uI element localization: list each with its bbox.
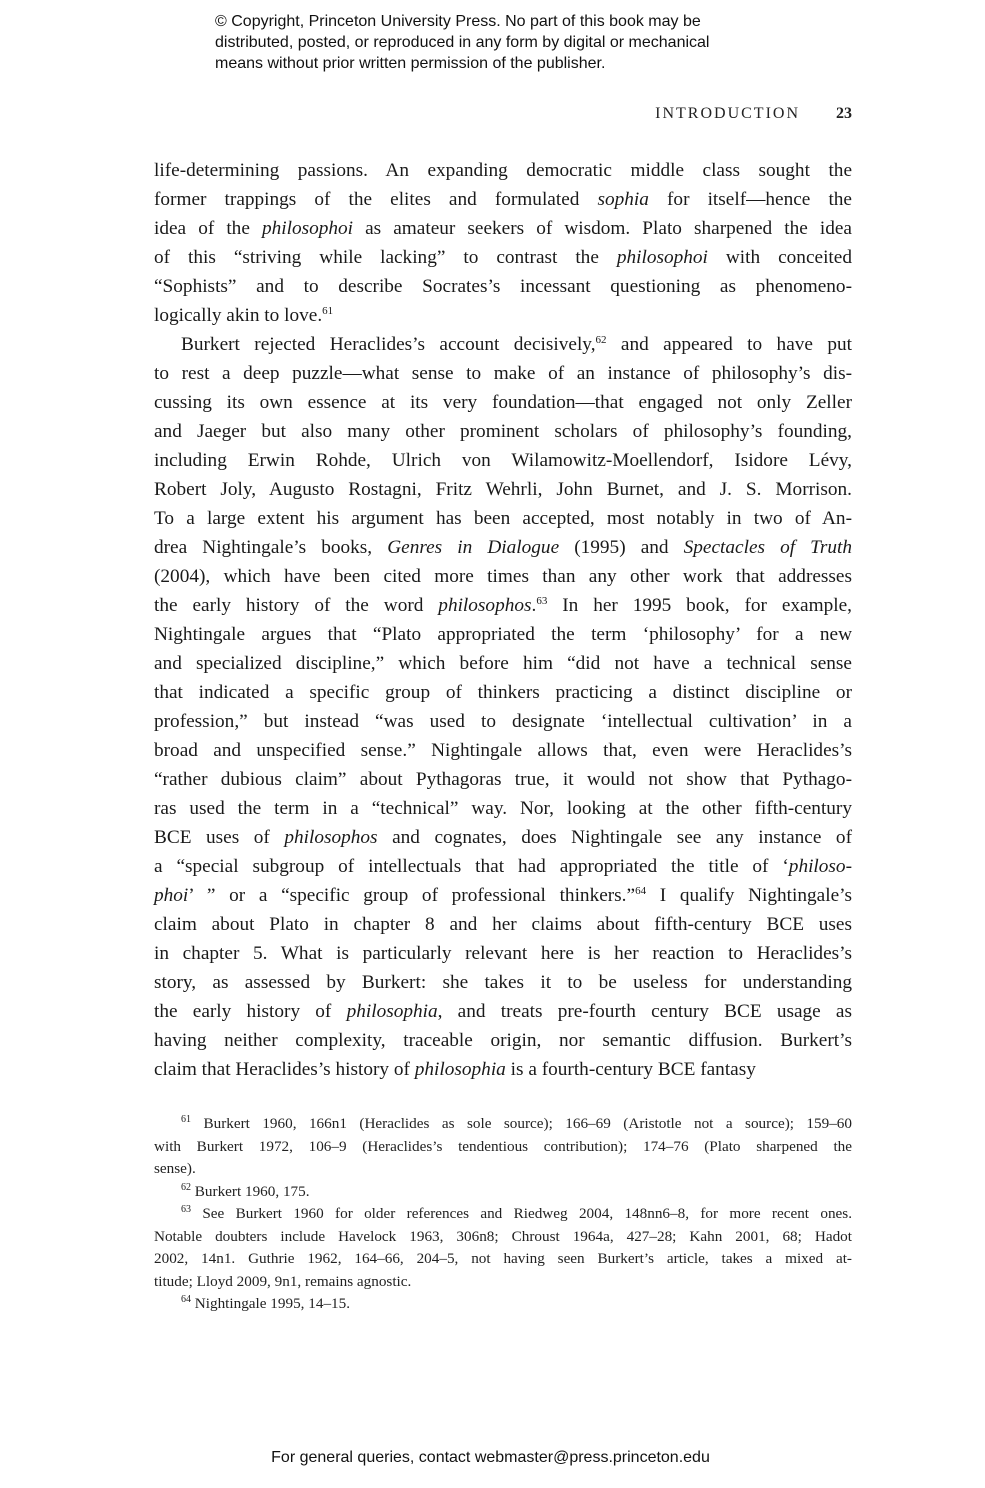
- footnote-marker: 62: [181, 1181, 191, 1193]
- text-run: titude; Lloyd 2009, 9n1, remains agnostic.: [154, 1272, 412, 1290]
- italic-text: sophia: [597, 189, 649, 210]
- text-run: Burkert rejected Heraclides’s account decisively,: [181, 334, 596, 355]
- text-run: BCE uses of: [154, 827, 285, 848]
- text-run: with conceited: [707, 247, 852, 268]
- copyright-line: © Copyright, Princeton University Press. No part of this book may be: [215, 13, 701, 30]
- copyright-line: distributed, posted, or reproduced in any form by digital or mechanical: [215, 34, 710, 51]
- italic-text: philosophos: [284, 827, 378, 848]
- body-line: [154, 446, 852, 475]
- text-run: the early history of the word: [154, 595, 439, 616]
- text-run: and Jaeger but also many other prominent scholars of philosophy’s founding,: [154, 421, 852, 442]
- text-run: , and treats pre-fourth century BCE usage as: [437, 1001, 852, 1022]
- text-run: cussing its own essence at its very foundation—that engaged not only Zeller: [154, 392, 852, 413]
- text-run: and specialized discipline,” which before him “did not have a technical sense: [154, 653, 852, 674]
- body-line: [154, 504, 852, 533]
- text-run: Notable doubters include Havelock 1963, 306n8; Chroust 1964a, 427–28; Kahn 2001, 68; Hadot: [154, 1227, 852, 1245]
- footnote-marker: 61: [322, 305, 334, 317]
- body-line: [154, 1055, 852, 1084]
- body-line: [154, 156, 852, 185]
- footnote-marker: 64: [181, 1294, 191, 1305]
- body-text: [154, 156, 852, 1084]
- text-run: with Burkert 1972, 106–9 (Heraclides’s tendentious contribution); 174–76 (Plato sharpened the: [154, 1137, 852, 1155]
- text-run: “rather dubious claim” about Pythagoras true, it would not show that Pythago-: [154, 769, 852, 790]
- body-line: [154, 852, 852, 881]
- body-line: [154, 301, 852, 330]
- italic-text: Genres in Dialogue: [387, 537, 560, 558]
- text-run: profession,” but instead “was used to designate ‘intellectual cultivation’ in a: [154, 711, 852, 732]
- footnote-line: [154, 1158, 852, 1181]
- body-line: [154, 620, 852, 649]
- italic-text: phoi: [154, 885, 189, 906]
- body-line: [154, 678, 852, 707]
- text-run: as amateur seekers of wisdom. Plato sharpened the idea: [353, 218, 852, 239]
- body-line: [154, 765, 852, 794]
- italic-text: Spectacles of Truth: [683, 537, 852, 558]
- body-line: [154, 272, 852, 301]
- body-line: [154, 359, 852, 388]
- footnotes: [154, 1113, 852, 1316]
- italic-text: philosophos: [438, 595, 532, 616]
- italic-text: philosophoi: [616, 247, 708, 268]
- footer-contact: [0, 1449, 985, 1467]
- text-run: that indicated a specific group of thinkers practicing a distinct discipline or: [154, 682, 852, 703]
- text-run: the early history of: [154, 1001, 347, 1022]
- text-run: “Sophists” and to describe Socrates’s incessant questioning as phenomeno-: [154, 276, 852, 297]
- body-line: [154, 707, 852, 736]
- body-line: [154, 533, 852, 562]
- text-run: ras used the term in a “technical” way. Nor, looking at the other fifth-century: [154, 798, 852, 819]
- body-line: [154, 736, 852, 765]
- text-run: To a large extent his argument has been accepted, most notably in two of An-: [154, 508, 852, 529]
- body-line: [154, 388, 852, 417]
- body-line: [154, 214, 852, 243]
- footnote-marker: 61: [181, 1114, 191, 1125]
- body-line: [154, 243, 852, 272]
- italic-text: philosophia: [414, 1059, 506, 1080]
- body-line: [154, 968, 852, 997]
- text-run: Burkert 1960, 175.: [191, 1182, 310, 1200]
- text-run: Burkert 1960, 166n1 (Heraclides as sole source); 166–69 (Aristotle not a source); 159–60: [191, 1115, 852, 1132]
- text-run: for itself—hence the: [648, 189, 852, 210]
- footer-text: For general queries, contact webmaster@press.princeton.edu: [271, 1449, 710, 1466]
- italic-text: philoso-: [788, 856, 852, 877]
- text-run: is a fourth-century BCE fantasy: [505, 1059, 756, 1080]
- footnote-line: [154, 1203, 852, 1226]
- text-run: a “special subgroup of intellectuals that had appropriated the title of ‘: [154, 856, 789, 877]
- body-line: [154, 185, 852, 214]
- text-run: and cognates, does Nightingale see any instance of: [377, 827, 852, 848]
- body-line: [154, 997, 852, 1026]
- footnote-line: [154, 1271, 852, 1294]
- footnote-line: [154, 1293, 852, 1316]
- body-line: [154, 794, 852, 823]
- running-head-title: INTRODUCTION: [655, 105, 800, 122]
- text-run: including Erwin Rohde, Ulrich von Wilamowitz-Moellendorf, Isidore Lévy,: [154, 450, 852, 471]
- text-run: In her 1995 book, for example,: [547, 595, 852, 616]
- copyright-notice: [215, 11, 815, 74]
- text-run: of this “striving while lacking” to contrast the: [154, 247, 617, 268]
- footnote-line: [154, 1248, 852, 1271]
- text-run: and appeared to have put: [606, 334, 852, 355]
- body-line: [154, 881, 852, 910]
- footnote-marker: 63: [181, 1204, 191, 1215]
- body-line: [154, 939, 852, 968]
- body-line: [154, 823, 852, 852]
- footnote-line: [154, 1181, 852, 1204]
- footnote-marker: 64: [635, 885, 647, 897]
- text-run: (1995) and: [559, 537, 684, 558]
- text-run: claim about Plato in chapter 8 and her claims about fifth-century BCE uses: [154, 914, 852, 935]
- footnote-line: [154, 1136, 852, 1159]
- body-line: [154, 330, 852, 359]
- text-run: logically akin to love.: [154, 305, 323, 326]
- text-run: life-determining passions. An expanding democratic middle class sought the: [154, 160, 852, 181]
- text-run: Robert Joly, Augusto Rostagni, Fritz Wehrli, John Burnet, and J. S. Morrison.: [154, 479, 852, 500]
- italic-text: philosophia: [346, 1001, 438, 1022]
- page-number: 23: [836, 105, 852, 122]
- text-run: Nightingale 1995, 14–15.: [191, 1295, 351, 1312]
- body-line: [154, 591, 852, 620]
- body-line: [154, 562, 852, 591]
- text-run: drea Nightingale’s books,: [154, 537, 388, 558]
- footnote-line: [154, 1226, 852, 1249]
- footnote-marker: 63: [536, 595, 548, 607]
- text-run: sense).: [154, 1160, 196, 1177]
- text-run: story, as assessed by Burkert: she takes it to be useless for understanding: [154, 972, 852, 993]
- text-run: See Burkert 1960 for older references and Riedweg 2004, 148nn6–8, for more recent ones.: [191, 1205, 852, 1222]
- text-run: (2004), which have been cited more times than any other work that addresses: [154, 566, 852, 587]
- text-run: .: [531, 595, 537, 616]
- copyright-line: means without prior written permission of the publisher.: [215, 55, 606, 72]
- text-run: ’ ” or a “specific group of professional thinkers.”: [188, 885, 636, 906]
- text-run: having neither complexity, traceable origin, nor semantic diffusion. Burkert’s: [154, 1030, 852, 1051]
- text-run: to rest a deep puzzle—what sense to make of an instance of philosophy’s dis-: [154, 363, 852, 384]
- footnote-marker: 62: [595, 334, 607, 346]
- text-run: I qualify Nightingale’s: [646, 885, 853, 906]
- body-line: [154, 475, 852, 504]
- text-run: 2002, 14n1. Guthrie 1962, 164–66, 204–5, not having seen Burkert’s article, takes a mixed at-: [154, 1250, 852, 1267]
- italic-text: philosophoi: [261, 218, 354, 239]
- text-run: former trappings of the elites and formulated: [154, 189, 598, 210]
- text-run: idea of the: [154, 218, 262, 239]
- text-run: Nightingale argues that “Plato appropriated the term ‘philosophy’ for a new: [154, 624, 852, 645]
- body-line: [154, 417, 852, 446]
- footnote-line: [154, 1113, 852, 1136]
- text-run: broad and unspecified sense.” Nightingale allows that, even were Heraclides’s: [154, 740, 852, 761]
- body-line: [154, 649, 852, 678]
- text-run: in chapter 5. What is particularly relevant here is her reaction to Heraclides’s: [154, 943, 852, 964]
- body-line: [154, 910, 852, 939]
- body-line: [154, 1026, 852, 1055]
- running-head: [600, 105, 852, 123]
- text-run: claim that Heraclides’s history of: [154, 1059, 415, 1080]
